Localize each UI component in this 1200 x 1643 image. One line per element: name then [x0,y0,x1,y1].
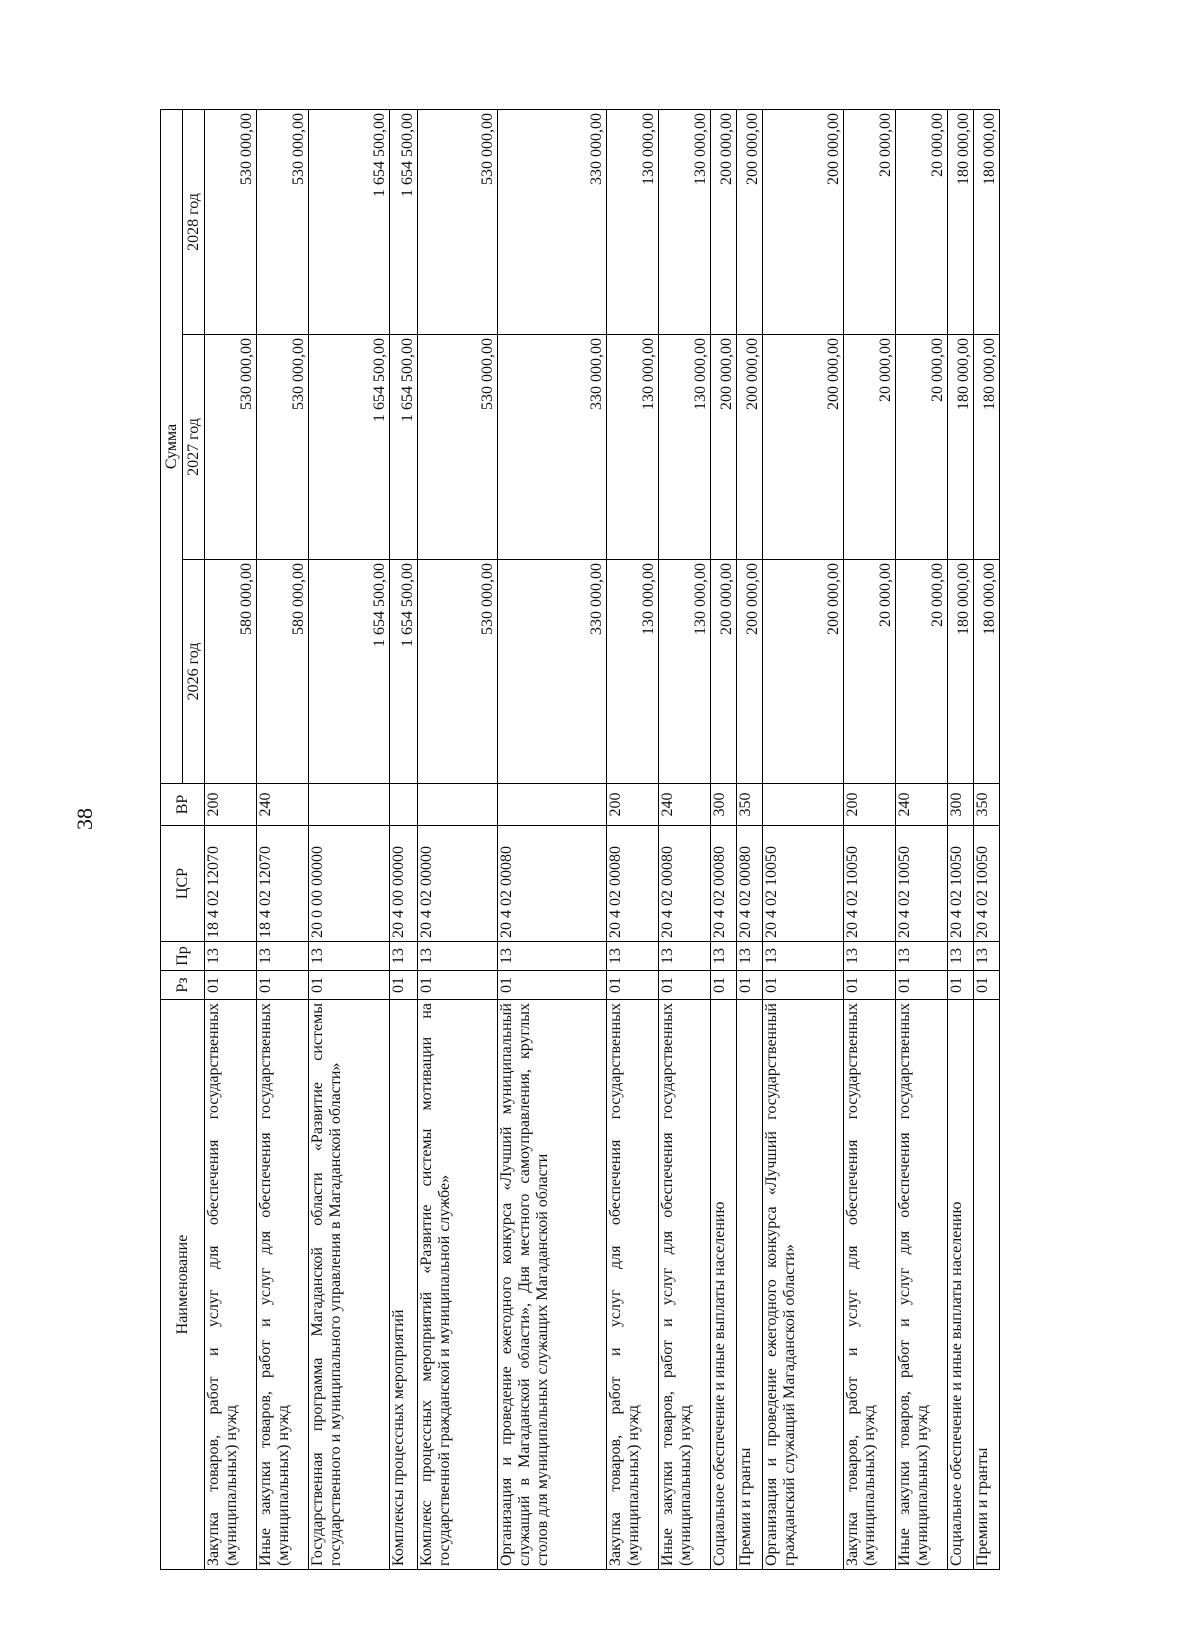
cell-csr: 20 4 02 00000 [417,826,497,942]
cell-pr: 13 [606,942,658,971]
table-row [417,110,497,1570]
table-row [895,110,947,1570]
cell-pr: 13 [257,942,309,971]
cell-vr [389,784,417,826]
cell-rz: 01 [498,971,607,1000]
table-row [309,110,389,1570]
cell-name: Закупка товаров, работ и услуг для обеспечения государственных (муниципальных) нужд [205,1000,257,1570]
cell-vr: 200 [843,784,895,826]
cell-2026: 200 000,00 [737,560,763,784]
cell-2027: 180 000,00 [973,335,999,560]
cell-2028: 330 000,00 [498,110,607,335]
header-year-2028: 2028 год [183,110,205,335]
page-number: 38 [72,808,97,830]
cell-2028: 530 000,00 [205,110,257,335]
header-vr: ВР [161,784,205,826]
cell-2027: 130 000,00 [658,335,710,560]
cell-name: Иные закупки товаров, работ и услуг для обеспечения государственных (муниципальных) нужд [658,1000,710,1570]
cell-2027: 200 000,00 [763,335,843,560]
cell-csr: 20 4 02 00080 [498,826,607,942]
cell-2028: 180 000,00 [947,110,973,335]
cell-csr: 20 4 02 10050 [973,826,999,942]
table-row [389,110,417,1570]
cell-2026: 1 654 500,00 [389,560,417,784]
cell-2028: 200 000,00 [763,110,843,335]
cell-2026: 580 000,00 [257,560,309,784]
cell-2028: 1 654 500,00 [309,110,389,335]
cell-2027: 530 000,00 [257,335,309,560]
cell-pr: 13 [389,942,417,971]
cell-rz: 01 [205,971,257,1000]
cell-2026: 130 000,00 [606,560,658,784]
header-csr: ЦСР [161,826,205,942]
table-row [257,110,309,1570]
cell-name: Социальное обеспечение и иные выплаты населению [711,1000,737,1570]
cell-csr: 20 4 02 00080 [606,826,658,942]
cell-name: Иные закупки товаров, работ и услуг для обеспечения государственных (муниципальных) нужд [257,1000,309,1570]
cell-rz: 01 [895,971,947,1000]
cell-vr [763,784,843,826]
cell-pr: 13 [737,942,763,971]
cell-rz: 01 [389,971,417,1000]
cell-2028: 130 000,00 [658,110,710,335]
cell-2026: 20 000,00 [895,560,947,784]
header-rz: Рз [161,971,205,1000]
table-row [737,110,763,1570]
cell-2026: 180 000,00 [973,560,999,784]
cell-2027: 530 000,00 [205,335,257,560]
cell-vr: 350 [973,784,999,826]
cell-pr: 13 [973,942,999,971]
cell-csr: 20 4 02 10050 [947,826,973,942]
cell-name: Премии и гранты [973,1000,999,1570]
cell-rz: 01 [711,971,737,1000]
header-year-2027: 2027 год [183,335,205,560]
cell-2027: 130 000,00 [606,335,658,560]
table-row [843,110,895,1570]
cell-name: Социальное обеспечение и иные выплаты населению [947,1000,973,1570]
cell-vr: 350 [737,784,763,826]
cell-name: Закупка товаров, работ и услуг для обеспечения государственных (муниципальных) нужд [606,1000,658,1570]
cell-vr: 240 [895,784,947,826]
cell-2027: 1 654 500,00 [309,335,389,560]
cell-csr: 20 4 02 00080 [711,826,737,942]
cell-2026: 1 654 500,00 [309,560,389,784]
cell-2028: 200 000,00 [711,110,737,335]
cell-2026: 580 000,00 [205,560,257,784]
cell-rz: 01 [947,971,973,1000]
cell-vr [309,784,389,826]
table-body [205,110,1000,1570]
cell-2026: 200 000,00 [711,560,737,784]
table-row [947,110,973,1570]
budget-table [160,109,1000,1570]
table-row [973,110,999,1570]
cell-rz: 01 [417,971,497,1000]
cell-2027: 200 000,00 [711,335,737,560]
cell-csr: 20 4 02 00080 [658,826,710,942]
cell-csr: 18 4 02 12070 [205,826,257,942]
table-row [606,110,658,1570]
cell-2026: 200 000,00 [763,560,843,784]
cell-name: Комплексы процессных мероприятий [389,1000,417,1570]
header-year-2026: 2026 год [183,560,205,784]
cell-vr: 300 [711,784,737,826]
cell-2027: 20 000,00 [895,335,947,560]
table-row [763,110,843,1570]
cell-2028: 1 654 500,00 [389,110,417,335]
cell-vr: 240 [658,784,710,826]
cell-csr: 20 4 02 10050 [895,826,947,942]
cell-2028: 530 000,00 [257,110,309,335]
cell-name: Комплекс процессных мероприятий «Развитие системы мотивации на государственной гражданской и муниципальной службе» [417,1000,497,1570]
header-pr: Пр [161,942,205,971]
cell-rz: 01 [606,971,658,1000]
cell-rz: 01 [763,971,843,1000]
cell-2028: 130 000,00 [606,110,658,335]
cell-2027: 530 000,00 [417,335,497,560]
cell-rz: 01 [658,971,710,1000]
cell-rz: 01 [973,971,999,1000]
cell-pr: 13 [658,942,710,971]
table-row [498,110,607,1570]
cell-2028: 20 000,00 [843,110,895,335]
cell-2027: 200 000,00 [737,335,763,560]
cell-vr [498,784,607,826]
cell-name: Закупка товаров, работ и услуг для обеспечения государственных (муниципальных) нужд [843,1000,895,1570]
cell-csr: 20 4 02 00080 [737,826,763,942]
cell-2028: 20 000,00 [895,110,947,335]
cell-2026: 530 000,00 [417,560,497,784]
cell-vr: 200 [205,784,257,826]
cell-vr: 200 [606,784,658,826]
cell-2026: 130 000,00 [658,560,710,784]
cell-pr: 13 [498,942,607,971]
cell-2026: 180 000,00 [947,560,973,784]
cell-pr: 13 [309,942,389,971]
cell-pr: 13 [843,942,895,971]
cell-name: Государственная программа Магаданской области «Развитие системы государственного и муниципального управления в Магаданской области» [309,1000,389,1570]
cell-2027: 20 000,00 [843,335,895,560]
cell-name: Премии и гранты [737,1000,763,1570]
cell-2027: 330 000,00 [498,335,607,560]
header-row-top [161,110,183,1570]
cell-2028: 180 000,00 [973,110,999,335]
cell-rz: 01 [737,971,763,1000]
cell-name: Организация и проведение ежегодного конкурса «Лучший государственный гражданский служащий Магаданской области» [763,1000,843,1570]
cell-vr: 240 [257,784,309,826]
cell-pr: 13 [763,942,843,971]
cell-pr: 13 [947,942,973,971]
cell-pr: 13 [711,942,737,971]
cell-csr: 20 4 02 10050 [843,826,895,942]
cell-2026: 20 000,00 [843,560,895,784]
cell-2026: 330 000,00 [498,560,607,784]
cell-csr: 20 4 00 00000 [389,826,417,942]
rotated-table-container [160,110,1000,1570]
cell-name: Организация и проведение ежегодного конкурса «Лучший муниципальный служащий в Магаданской области», Дня местного самоуправления, круглых столов для муниципальных служащих Магаданской области [498,1000,607,1570]
cell-rz: 01 [257,971,309,1000]
header-sum: Сумма [161,110,183,784]
cell-name: Иные закупки товаров, работ и услуг для обеспечения государственных (муниципальных) нужд [895,1000,947,1570]
cell-rz: 01 [309,971,389,1000]
cell-rz: 01 [843,971,895,1000]
cell-csr: 18 4 02 12070 [257,826,309,942]
cell-pr: 13 [417,942,497,971]
cell-csr: 20 4 02 10050 [763,826,843,942]
cell-csr: 20 0 00 00000 [309,826,389,942]
cell-2028: 200 000,00 [737,110,763,335]
cell-vr: 300 [947,784,973,826]
cell-vr [417,784,497,826]
cell-pr: 13 [205,942,257,971]
cell-2027: 1 654 500,00 [389,335,417,560]
table-row [711,110,737,1570]
table-row [205,110,257,1570]
cell-2028: 530 000,00 [417,110,497,335]
cell-pr: 13 [895,942,947,971]
table-row [658,110,710,1570]
cell-2027: 180 000,00 [947,335,973,560]
header-name: Наименование [161,1000,205,1570]
